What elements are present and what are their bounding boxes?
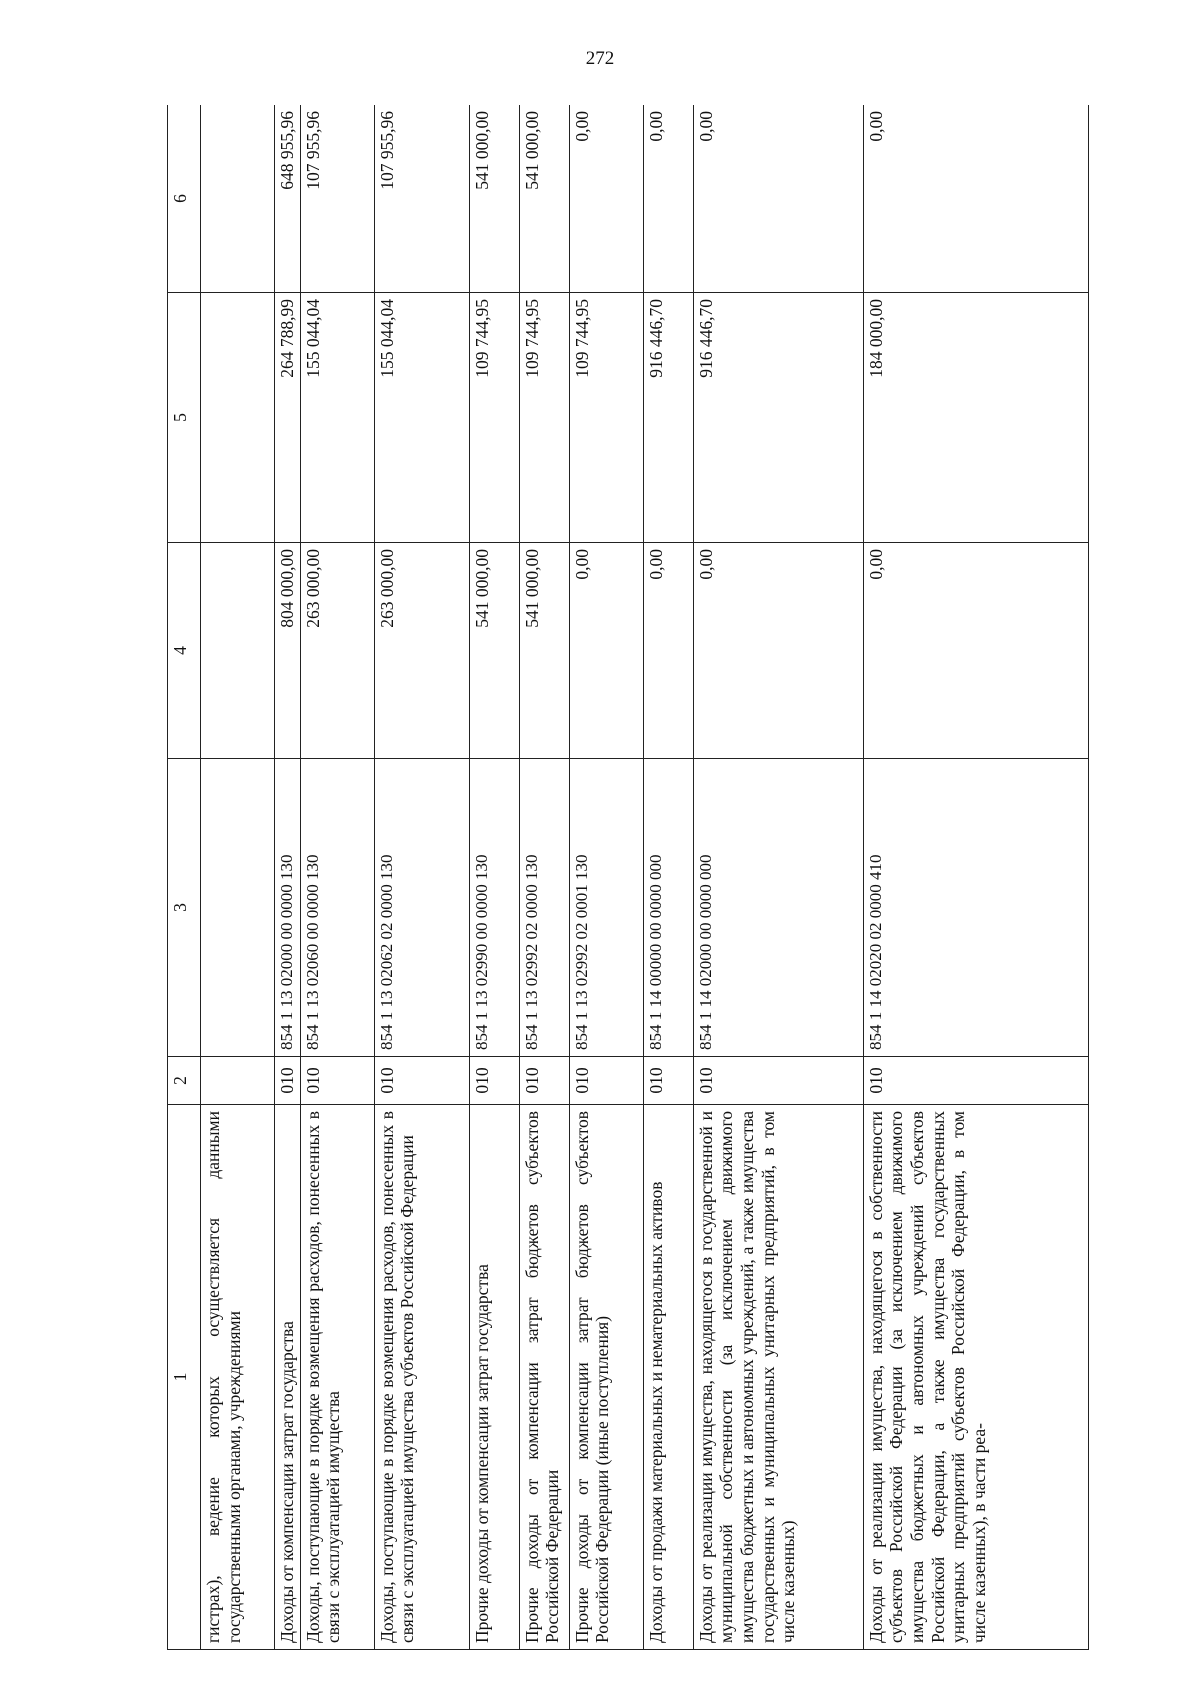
row-value-6: 0,00 [643, 105, 693, 293]
row-value-4: 804 000,00 [275, 543, 301, 759]
row-value-4: 541 000,00 [519, 543, 569, 759]
table-row [569, 105, 643, 1650]
table-row [863, 105, 1088, 1650]
row-value-4: 0,00 [643, 543, 693, 759]
row-name: Доходы, поступающие в порядке возмещения расходов, понесенных в связи с эксплуатацией имущества субъектов Российской Федерации [374, 1105, 469, 1650]
row-budget-code: 854 1 13 02992 02 0000 130 [519, 759, 569, 1057]
row-budget-code [201, 759, 275, 1057]
row-budget-code: 854 1 13 02990 00 0000 130 [469, 759, 519, 1057]
table-row [643, 105, 693, 1650]
row-value-5: 155 044,04 [374, 293, 469, 543]
row-line-code: 010 [275, 1057, 301, 1105]
row-value-5: 916 446,70 [693, 293, 863, 543]
row-value-4: 263 000,00 [300, 543, 374, 759]
column-header: 5 [168, 293, 201, 543]
row-name: Доходы от реализации имущества, находящегося в государственной и муниципальной собственности (за исключением движимого имущества бюджетных и автономных учреждений, а также имущества государственных и муниципальных унитарных предприятий, в том числе казенных) [693, 1105, 863, 1650]
row-value-5: 109 744,95 [469, 293, 519, 543]
row-budget-code: 854 1 13 02062 02 0000 130 [374, 759, 469, 1057]
row-value-5: 916 446,70 [643, 293, 693, 543]
row-budget-code: 854 1 14 02000 00 0000 000 [693, 759, 863, 1057]
row-value-6: 107 955,96 [300, 105, 374, 293]
table-row [300, 105, 374, 1650]
row-budget-code: 854 1 14 02020 02 0000 410 [863, 759, 1088, 1057]
row-name: гистрах), ведение которых осуществляется данными государственными органами, учреждениями [201, 1105, 275, 1650]
row-line-code [201, 1057, 275, 1105]
row-value-6: 0,00 [569, 105, 643, 293]
row-value-6: 107 955,96 [374, 105, 469, 293]
table-row [275, 105, 301, 1650]
row-name: Доходы от реализации имущества, находящегося в собственности субъектов Российской Федерации (за исключением движимого имущества бюджетных и автономных учреждений субъектов Российской Федерации, а также имущества государственных унитарных предприятий субъектов Российской Федерации, в том числе казенных), в части реа- [863, 1105, 1088, 1650]
row-value-6: 0,00 [863, 105, 1088, 293]
row-value-6: 541 000,00 [519, 105, 569, 293]
column-header: 2 [168, 1057, 201, 1105]
row-budget-code: 854 1 13 02060 00 0000 130 [300, 759, 374, 1057]
row-line-code: 010 [300, 1057, 374, 1105]
table-row [693, 105, 863, 1650]
table-row [201, 105, 275, 1650]
table-row [469, 105, 519, 1650]
row-line-code: 010 [469, 1057, 519, 1105]
row-line-code: 010 [569, 1057, 643, 1105]
row-line-code: 010 [374, 1057, 469, 1105]
column-header: 1 [168, 1105, 201, 1650]
column-header: 6 [168, 105, 201, 293]
row-value-5 [201, 293, 275, 543]
row-value-4: 0,00 [693, 543, 863, 759]
row-name: Прочие доходы от компенсации затрат бюджетов субъектов Российской Федерации (иные поступления) [569, 1105, 643, 1650]
row-name: Доходы, поступающие в порядке возмещения расходов, понесенных в связи с эксплуатацией имущества [300, 1105, 374, 1650]
column-header: 4 [168, 543, 201, 759]
row-budget-code: 854 1 14 00000 00 0000 000 [643, 759, 693, 1057]
row-value-4 [201, 543, 275, 759]
row-value-6 [201, 105, 275, 293]
table-row [519, 105, 569, 1650]
row-name: Доходы от компенсации затрат государства [275, 1105, 301, 1650]
row-value-6: 0,00 [693, 105, 863, 293]
row-name: Доходы от продажи материальных и нематериальных активов [643, 1105, 693, 1650]
row-value-5: 264 788,99 [275, 293, 301, 543]
rotated-table-frame [167, 105, 1120, 1650]
row-value-4: 0,00 [569, 543, 643, 759]
row-budget-code: 854 1 13 02000 00 0000 130 [275, 759, 301, 1057]
table-row [374, 105, 469, 1650]
income-table [167, 105, 1089, 1650]
row-value-5: 155 044,04 [300, 293, 374, 543]
row-line-code: 010 [693, 1057, 863, 1105]
row-value-6: 648 955,96 [275, 105, 301, 293]
row-value-6: 541 000,00 [469, 105, 519, 293]
row-value-5: 109 744,95 [569, 293, 643, 543]
row-value-4: 263 000,00 [374, 543, 469, 759]
row-value-4: 0,00 [863, 543, 1088, 759]
page-number: 272 [585, 48, 615, 69]
row-line-code: 010 [863, 1057, 1088, 1105]
row-value-5: 184 000,00 [863, 293, 1088, 543]
row-value-5: 109 744,95 [519, 293, 569, 543]
row-line-code: 010 [519, 1057, 569, 1105]
rotated-table-area [167, 105, 1120, 1650]
row-name: Прочие доходы от компенсации затрат государства [469, 1105, 519, 1650]
row-budget-code: 854 1 13 02992 02 0001 130 [569, 759, 643, 1057]
row-line-code: 010 [643, 1057, 693, 1105]
table-header-row [168, 105, 201, 1650]
column-header: 3 [168, 759, 201, 1057]
row-name: Прочие доходы от компенсации затрат бюджетов субъектов Российской Федерации [519, 1105, 569, 1650]
row-value-4: 541 000,00 [469, 543, 519, 759]
